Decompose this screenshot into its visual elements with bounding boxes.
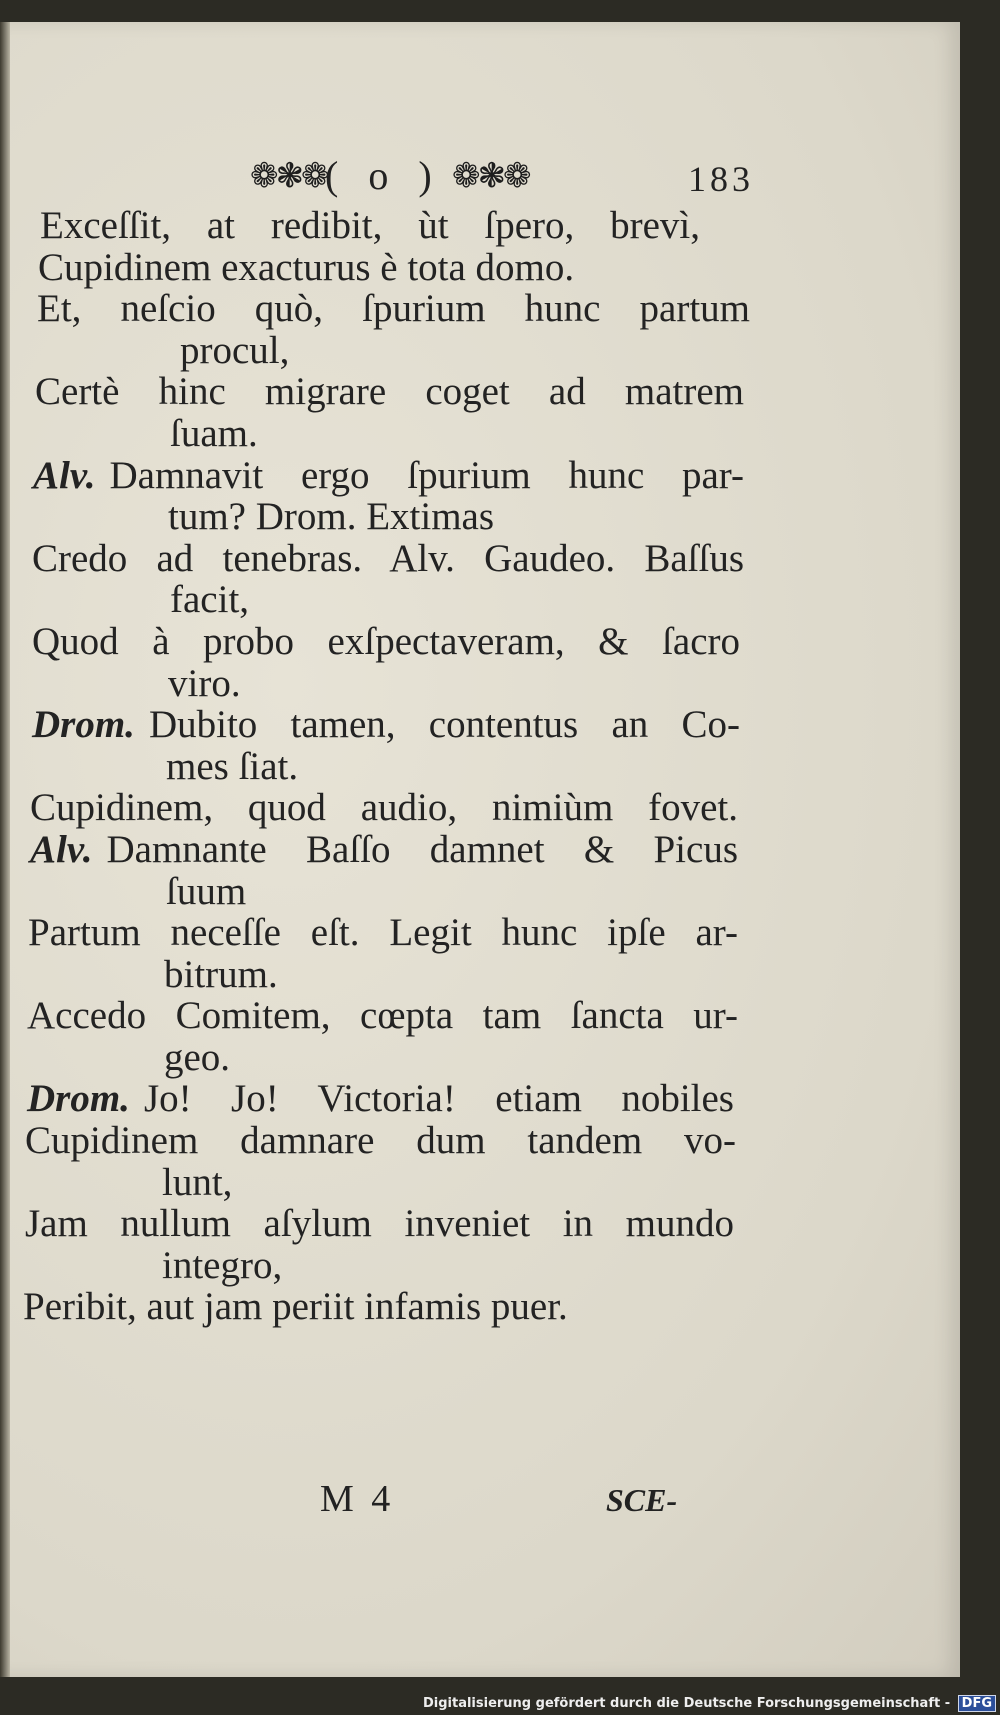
- line-text: procul,: [180, 328, 290, 372]
- verse-line: [0, 829, 738, 871]
- verse-line: [0, 1078, 734, 1120]
- verse-line: [0, 455, 744, 497]
- verse-line: [0, 579, 960, 621]
- verse-line: [0, 1203, 734, 1245]
- verse-line: [0, 1286, 960, 1328]
- verse-line: [0, 496, 960, 538]
- verse-line: [0, 663, 960, 705]
- verse-line: [0, 704, 740, 746]
- verse-line: [0, 912, 738, 954]
- verse-line: [0, 288, 750, 330]
- credit-text: Digitalisierung gefördert durch die Deutsche Forschungsgemeinschaft -: [422, 1696, 951, 1711]
- verse-line: [0, 538, 744, 580]
- book-page: [0, 22, 960, 1677]
- verse-text: [0, 205, 960, 1328]
- line-text: Jam nullum aſylum inveniet in mundo: [25, 1202, 734, 1246]
- line-text: Jo! Jo! Victoria! etiam nobiles: [143, 1077, 734, 1121]
- line-text: Cupidinem, quod audio, nimiùm fovet.: [30, 786, 738, 830]
- ornament-left-icon: ❁❃❁: [250, 156, 327, 196]
- line-text: Cupidinem damnare dum tandem vo-: [25, 1119, 736, 1163]
- digitization-credit: [423, 1695, 996, 1712]
- line-text: bitrum.: [164, 952, 278, 996]
- verse-line: [0, 746, 960, 788]
- line-text: Et, neſcio quò, ſpurium hunc partum: [37, 287, 750, 331]
- verse-line: [0, 954, 960, 996]
- page-number: 183: [688, 159, 754, 199]
- line-text: Certè hinc migrare coget ad matrem: [35, 370, 744, 414]
- verse-line: [0, 787, 738, 829]
- line-text: Damnante Baſſo damnet & Picus: [106, 827, 738, 871]
- line-text: lunt,: [162, 1160, 233, 1204]
- line-text: Exceſſit, at redibit, ùt ſpero, brevì,: [40, 204, 700, 247]
- line-text: tum? Drom. Extimas: [168, 495, 495, 539]
- speaker-label: Drom.: [32, 703, 135, 747]
- line-text: Quod à probo exſpectaveram, & ſacro: [32, 619, 740, 663]
- verse-line: [0, 205, 700, 247]
- line-text: Accedo Comitem, cœpta tam ſancta ur-: [27, 994, 738, 1038]
- verse-line: [0, 1162, 960, 1204]
- verse-line: [0, 1120, 736, 1162]
- line-text: Partum neceſſe eſt. Legit hunc ipſe ar-: [28, 911, 738, 955]
- line-text: Cupidinem exacturus è tota domo.: [38, 245, 575, 289]
- line-text: ſuam.: [170, 411, 258, 455]
- ornament-right-icon: ❁❃❁: [452, 156, 529, 196]
- line-text: Peribit, aut jam periit infamis puer.: [23, 1285, 568, 1329]
- line-text: geo.: [164, 1035, 231, 1079]
- line-text: Damnavit ergo ſpurium hunc par-: [109, 453, 744, 497]
- verse-line: [0, 995, 738, 1037]
- speaker-label: Alv.: [33, 453, 96, 497]
- verse-line: [0, 371, 744, 413]
- line-text: integro,: [162, 1243, 283, 1287]
- verse-line: [0, 247, 960, 289]
- line-text: viro.: [168, 661, 241, 705]
- catchword: SCE-: [606, 1482, 678, 1518]
- line-text: mes ſiat.: [166, 744, 299, 788]
- verse-line: [0, 1037, 960, 1079]
- speaker-label: Alv.: [30, 827, 93, 871]
- line-text: facit,: [170, 578, 250, 622]
- signature-mark: M 4: [320, 1478, 395, 1520]
- line-text: Credo ad tenebras. Alv. Gaudeo. Baſſus: [32, 536, 744, 580]
- verse-line: [0, 621, 740, 663]
- verse-line: [0, 1245, 960, 1287]
- dfg-logo-icon: DFG: [958, 1695, 996, 1712]
- line-text: ſuum: [166, 869, 247, 913]
- verse-line: [0, 871, 960, 913]
- verse-line: [0, 413, 960, 455]
- speaker-label: Drom.: [27, 1077, 130, 1121]
- verse-line: [0, 330, 960, 372]
- running-header: [0, 152, 960, 204]
- line-text: Dubito tamen, contentus an Co-: [148, 703, 740, 747]
- header-center-mark: ( o ): [325, 153, 442, 198]
